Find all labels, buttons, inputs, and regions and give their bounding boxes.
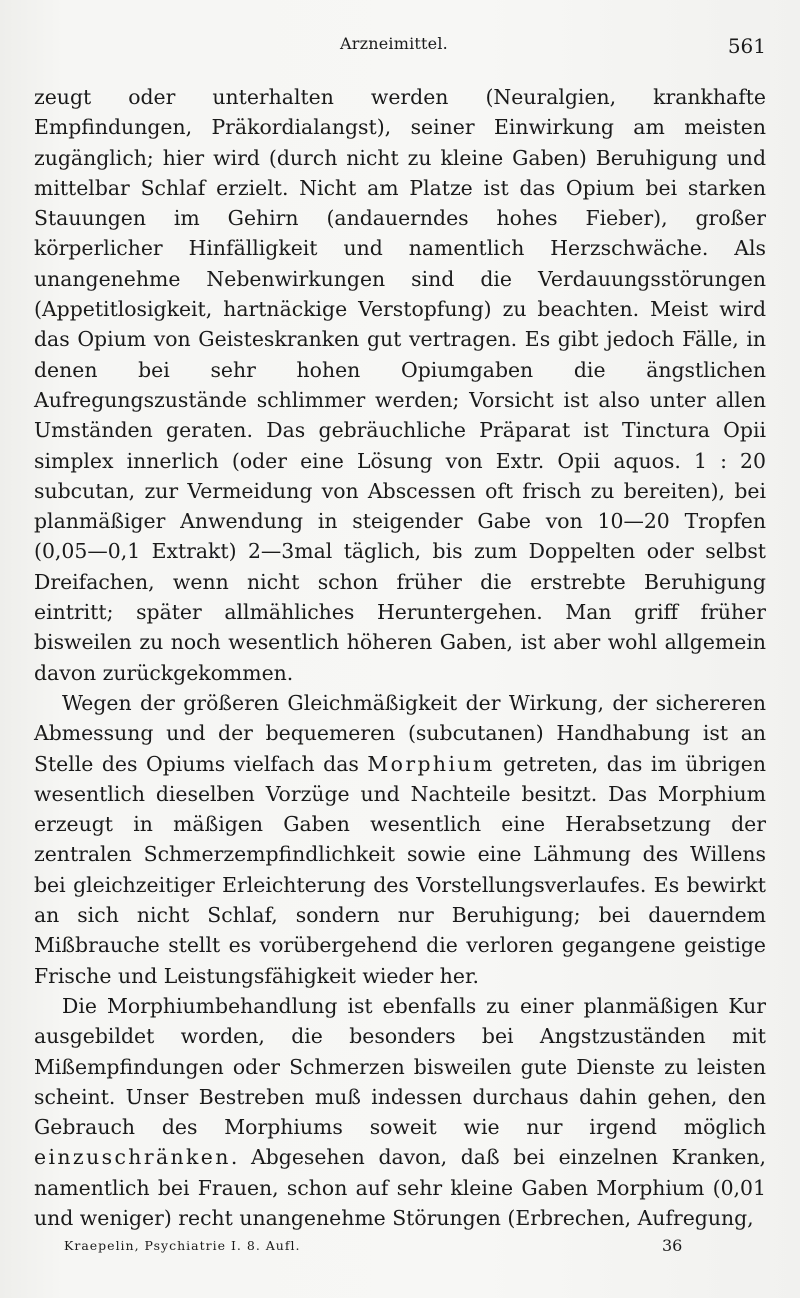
spaced-emphasis-morphium: Morphium — [367, 751, 495, 776]
paragraph-morphium — [34, 688, 766, 991]
body-text — [34, 82, 766, 1233]
page-footer — [0, 1238, 800, 1260]
spaced-emphasis-einzuschraenken: einzuschränken — [34, 1145, 231, 1170]
footer-signature: Kraepelin, Psychiatrie I. 8. Aufl. — [64, 1238, 301, 1253]
paragraph-text: getreten, das im übrigen wesentlich dieselben Vorzüge und Nachteile besitzt. Das Morphium erzeugt in mäßigen Gaben wesentlich eine Herabsetzung der zentralen Schmerzempfindlichkeit sowie eine Lähmung des Willens bei gleichzeitiger Erleichterung des Vorstellungsverlaufes. Es bewirkt an sich nicht Schlaf, sondern nur Beruhigung; bei dauerndem Mißbrauche stellt es vorübergehend die verloren gegangene geistige Frische und Leistungsfähigkeit wieder her. — [34, 751, 766, 988]
paragraph-text: Wegen der größeren Gleichmäßigkeit der Wirkung, der sichereren Abmessung und der bequemeren (subcutanen) Handhabung ist an Stelle des Opiums vielfach das — [34, 690, 766, 776]
running-head — [0, 34, 800, 58]
paragraph-text: . Abgesehen davon, daß bei einzelnen Kranken, namentlich bei Frauen, schon auf sehr kleine Gaben Morphium (0,01 und weniger) recht unangenehme Störungen (Erbrechen, Aufregung, — [34, 1145, 766, 1230]
paragraph-text: Die Morphiumbehandlung ist ebenfalls zu einer planmäßigen Kur ausgebildet worden, die besonders bei Angstzuständen mit Mißempfindungen oder Schmerzen bisweilen gute Dienste zu leisten scheint. Unser Bestreben muß indessen durchaus dahin gehen, den Gebrauch des Morphiums soweit wie nur irgend möglich — [34, 993, 766, 1140]
sheet-number: 36 — [662, 1236, 683, 1255]
running-title: Arzneimittel. — [340, 34, 448, 53]
paragraph-morphium-treatment — [34, 991, 766, 1233]
paragraph-text: zeugt oder unterhalten werden (Neuralgien, krankhafte Empfindungen, Präkordialangst), seiner Einwirkung am meisten zugänglich; hier wird (durch nicht zu kleine Gaben) Beruhigung und mittelbar Schlaf erzielt. Nicht am Platze ist das Opium bei starken Stauungen im Gehirn (andauerndes hohes Fieber), großer körperlicher Hinfälligkeit und namentlich Herzschwäche. Als unangenehme Nebenwirkungen sind die Verdauungsstörungen (Appetitlosigkeit, hartnäckige Verstopfung) zu beachten. Meist wird das Opium von Geisteskranken gut vertragen. Es gibt jedoch Fälle, in denen bei sehr hohen Opiumgaben die ängstlichen Aufregungszustände schlimmer werden; Vorsicht ist also unter allen Umständen geraten. Das gebräuchliche Präparat ist Tinctura Opii simplex innerlich (oder eine Lösung von Extr. Opii aquos. 1 : 20 subcutan, zur Vermeidung von Abscessen oft frisch zu bereiten), bei planmäßiger Anwendung in steigender Gabe von 10—20 Tropfen (0,05—0,1 Extrakt) 2—3mal täglich, bis zum Doppelten oder selbst Dreifachen, wenn nicht schon früher die erstrebte Beruhigung eintritt; später allmähliches Heruntergehen. Man griff früher bisweilen zu noch wesentlich höheren Gaben, ist aber wohl allgemein davon zurückgekommen. — [34, 85, 766, 685]
page-number: 561 — [727, 34, 766, 58]
paragraph-opium-effects — [34, 82, 766, 688]
